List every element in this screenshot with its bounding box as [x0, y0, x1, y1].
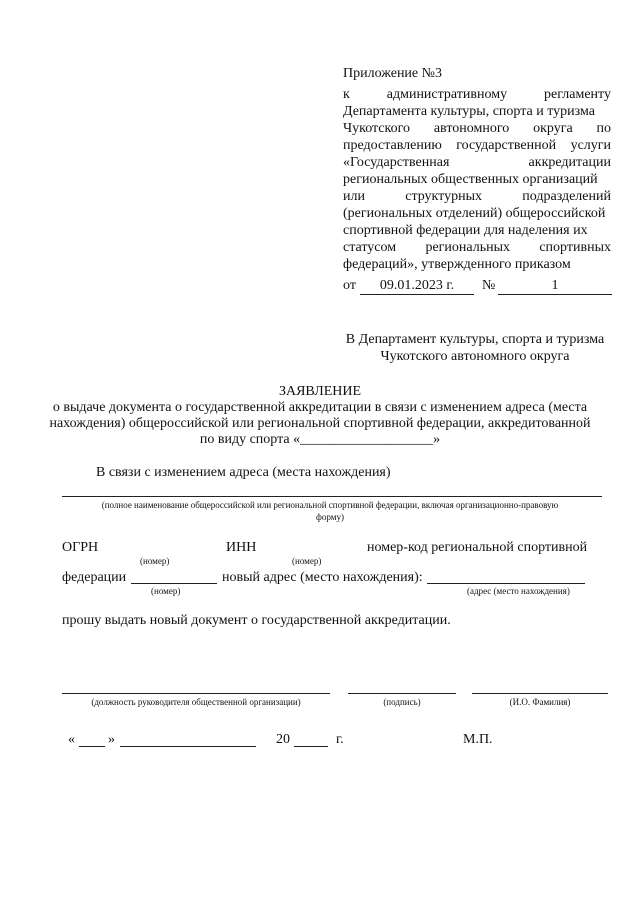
- appendix-title: Приложение №3: [343, 66, 442, 81]
- stamp-label: М.П.: [463, 732, 493, 747]
- new-address-caption: (адрес (место нахождения): [467, 586, 570, 596]
- appendix-word: региональных общественных организаций: [343, 172, 598, 187]
- signature-caption: (подпись): [383, 697, 421, 707]
- new-address-line[interactable]: [427, 583, 585, 584]
- date-year-prefix: 20: [276, 732, 290, 747]
- appendix-word: «Государственная: [343, 155, 450, 170]
- position-line[interactable]: [62, 693, 330, 694]
- appendix-word: предоставлению: [343, 138, 442, 153]
- appendix-word: региональных: [425, 240, 510, 255]
- appendix-line: [343, 87, 611, 104]
- addressee-line-2: Чукотского автономного округа: [380, 349, 570, 364]
- appendix-word: регламенту: [544, 87, 611, 102]
- appendix-word: структурных: [405, 189, 483, 204]
- statement-line-1: о выдаче документа о государственной аккредитации в связи с изменением адреса (места: [52, 400, 588, 415]
- appendix-word: подразделений: [522, 189, 611, 204]
- number-code-label: номер-код региональной спортивной: [367, 540, 588, 555]
- new-address-label: новый адрес (место нахождения):: [222, 570, 423, 585]
- addressee-line-1: В Департамент культуры, спорта и туризма: [345, 332, 605, 347]
- federation-name-line[interactable]: [62, 496, 602, 497]
- appendix-line: [343, 240, 611, 257]
- appendix-word: аккредитации: [528, 155, 611, 170]
- full-name-line[interactable]: [472, 693, 608, 694]
- full-name-caption: (И.О. Фамилия): [509, 697, 571, 707]
- date-month-line[interactable]: [120, 746, 256, 747]
- ogrn-label: ОГРН: [62, 540, 99, 555]
- appendix-line: [343, 206, 611, 223]
- inn-label: ИНН: [226, 540, 257, 555]
- order-number-label: №: [482, 278, 496, 293]
- ogrn-number-caption: (номер): [140, 556, 170, 566]
- date-day-line[interactable]: [79, 746, 105, 747]
- statement-title: ЗАЯВЛЕНИЕ: [278, 384, 362, 399]
- appendix-word: Департамента культуры, спорта и туризма: [343, 104, 595, 119]
- date-year-line[interactable]: [294, 746, 328, 747]
- statement-line-2: нахождения) общероссийской или региональной спортивной федерации, аккредитованной: [49, 416, 591, 431]
- date-year-suffix: г.: [336, 732, 344, 747]
- date-open-quote: «: [68, 732, 75, 747]
- federation-name-caption: (полное наименование общероссийской или региональной спортивной федерации, включая организационно-правовую: [101, 500, 559, 510]
- intro-text: В связи с изменением адреса (места нахождения): [96, 465, 391, 480]
- appendix-word: (региональных отделений) общероссийской: [343, 206, 606, 221]
- order-date: 09.01.2023 г.: [379, 278, 455, 293]
- appendix-word: к: [343, 87, 350, 102]
- appendix-word: по: [596, 121, 611, 136]
- statement-line-3: по виду спорта «___________________»: [199, 432, 441, 447]
- request-text: прошу выдать новый документ о государственной аккредитации.: [62, 613, 451, 628]
- signature-line[interactable]: [348, 693, 456, 694]
- appendix-word: Чукотского: [343, 121, 410, 136]
- position-caption: (должность руководителя общественной организации): [91, 697, 301, 707]
- appendix-word: государственной: [456, 138, 557, 153]
- appendix-word: автономного: [433, 121, 510, 136]
- appendix-word: округа: [533, 121, 573, 136]
- appendix-word: статусом: [343, 240, 397, 255]
- appendix-line: [343, 138, 611, 155]
- appendix-line: [343, 104, 611, 121]
- federation-number-caption: (номер): [151, 586, 181, 596]
- order-number: 1: [551, 278, 559, 293]
- order-from-label: от: [343, 278, 356, 293]
- appendix-line: [343, 172, 611, 189]
- federation-number-line[interactable]: [131, 583, 217, 584]
- appendix-line: [343, 189, 611, 206]
- appendix-word: спортивных: [539, 240, 611, 255]
- date-close-quote: »: [108, 732, 115, 747]
- appendix-line: [343, 155, 611, 172]
- appendix-word: административному: [386, 87, 508, 102]
- appendix-line: федераций», утвержденного приказом: [343, 257, 571, 272]
- appendix-word: услуги: [570, 138, 611, 153]
- appendix-line: [343, 223, 611, 240]
- appendix-line: [343, 121, 611, 138]
- federation-label: федерации: [62, 570, 127, 585]
- inn-number-caption: (номер): [292, 556, 322, 566]
- appendix-word: спортивной федерации для наделения их: [343, 223, 588, 238]
- appendix-word: или: [343, 189, 365, 204]
- federation-name-caption-2: форму): [316, 512, 344, 522]
